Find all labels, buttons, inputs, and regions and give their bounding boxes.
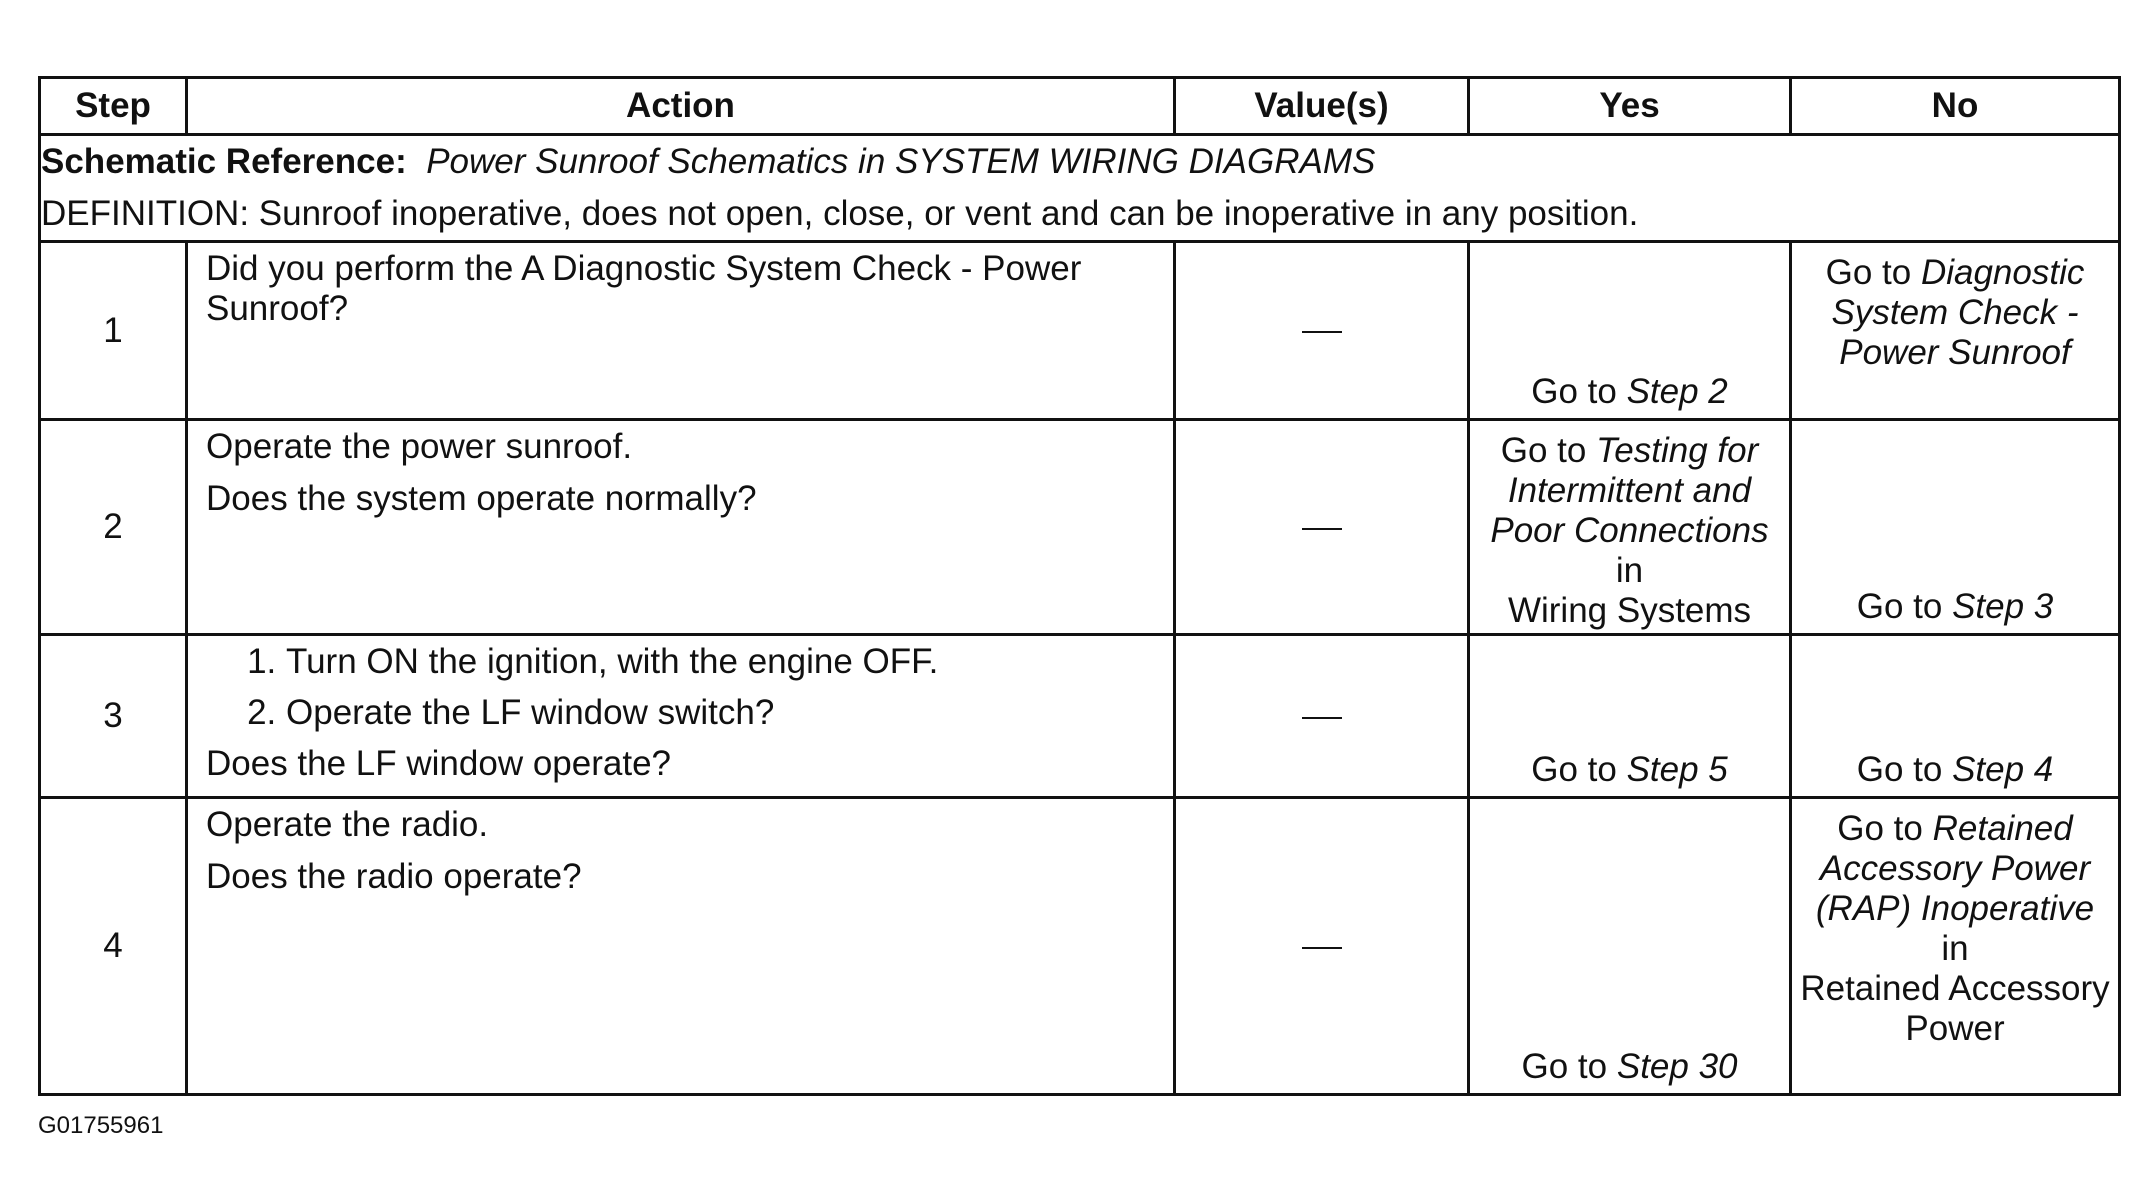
action-question: Does the LF window operate? [206,744,671,783]
reference-row [40,135,2120,242]
step-number: 3 [40,635,187,798]
no-link[interactable]: Step 3 [1952,587,2054,626]
step-number: 4 [40,798,187,1095]
yes-link[interactable]: Step 30 [1616,1047,1738,1086]
no-suffix: Retained Accessory Power [1800,969,2110,1048]
table-row-step-3 [40,635,2120,798]
value-cell [1175,420,1469,635]
action-cell [187,420,1175,635]
dash-mark [1302,528,1342,530]
value-cell [1175,798,1469,1095]
no-link[interactable]: Step 4 [1952,750,2054,789]
header-yes: Yes [1469,78,1791,135]
action-cell [187,242,1175,420]
no-prefix: Go to [1856,750,1943,789]
no-in: in [1941,929,1969,968]
no-cell [1791,635,2120,798]
no-prefix: Go to [1856,587,1943,626]
yes-suffix: Wiring Systems [1507,591,1752,630]
list-item: 1. Turn ON the ignition, with the engine OFF. [286,642,1155,682]
yes-link[interactable]: Step 5 [1626,750,1728,789]
schematic-reference [41,136,2118,188]
action-text-1: Operate the power sunroof. [206,427,633,466]
yes-link[interactable]: Step 2 [1626,372,1728,411]
no-cell [1791,798,2120,1095]
figure-id: G01755961 [38,1112,164,1139]
no-link[interactable]: Retained Accessory Power (RAP) Inoperative [1815,809,2095,928]
dash-mark [1302,331,1342,333]
step-number: 1 [40,242,187,420]
no-prefix: Go to [1837,809,1923,848]
action-cell [187,635,1175,798]
yes-cell [1469,798,1791,1095]
yes-cell [1469,242,1791,420]
table-row-step-1 [40,242,2120,420]
action-list [206,642,1155,733]
action-text: Did you perform the A Diagnostic System Check - Power Sunroof? [206,249,1082,328]
definition-text: DEFINITION: Sunroof inoperative, does not open, close, or vent and can be inoperative in any position. [41,194,1639,233]
action-text-2: Does the radio operate? [206,857,582,896]
no-link[interactable]: Diagnostic System Check - Power Sunroof [1831,253,2085,372]
header-values: Value(s) [1175,78,1469,135]
header-no: No [1791,78,2120,135]
value-cell [1175,635,1469,798]
schematic-reference-link[interactable]: Power Sunroof Schematics in SYSTEM WIRING DIAGRAMS [426,142,1376,181]
yes-link[interactable]: Testing for Intermittent and Poor Connections [1490,431,1769,550]
table-row-step-2 [40,420,2120,635]
yes-prefix: Go to [1531,750,1617,789]
diagnostic-table [38,76,2121,1096]
header-row [40,78,2120,135]
header-step: Step [40,78,187,135]
action-text-1: Operate the radio. [206,805,489,844]
schematic-reference-label: Schematic Reference: [41,142,407,181]
action-text-2: Does the system operate normally? [206,479,757,518]
value-cell [1175,242,1469,420]
yes-prefix: Go to [1521,1047,1608,1086]
yes-prefix: Go to [1531,372,1617,411]
action-cell [187,798,1175,1095]
yes-in: in [1615,551,1644,590]
step-number: 2 [40,420,187,635]
table-row-step-4 [40,798,2120,1095]
dash-mark [1302,947,1342,949]
dash-mark [1302,717,1342,719]
yes-prefix: Go to [1500,431,1587,470]
yes-cell [1469,635,1791,798]
no-prefix: Go to [1825,253,1912,292]
no-cell [1791,242,2120,420]
header-action: Action [187,78,1175,135]
list-item: 2. Operate the LF window switch? [286,693,1155,733]
yes-cell [1469,420,1791,635]
no-cell [1791,420,2120,635]
